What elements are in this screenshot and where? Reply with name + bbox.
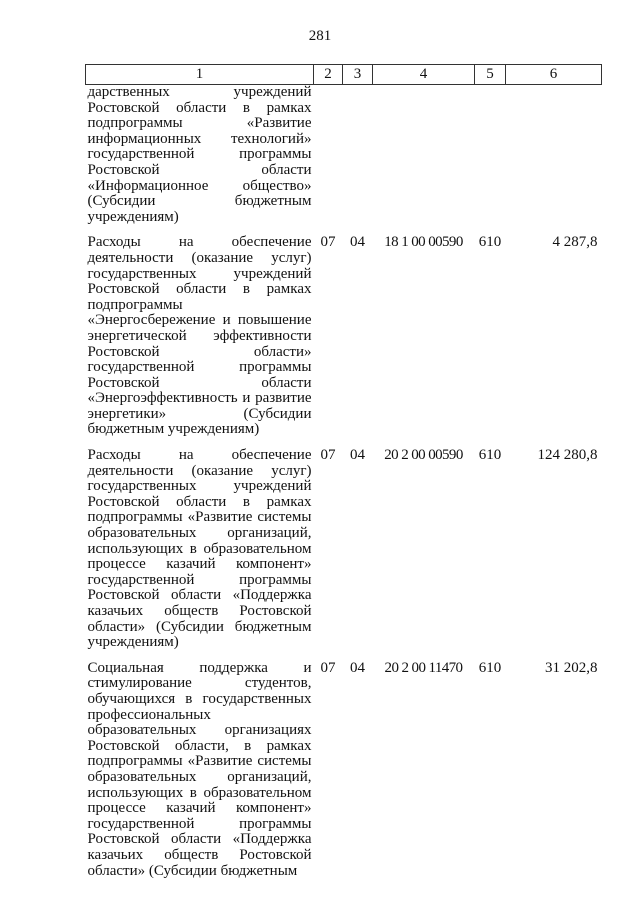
table-header [86, 65, 602, 85]
row-description: Расходы на обеспечение деятельности (оказание услуг) государственных учреждений Ростовской области в рамках подпрограммы «Развитие системы образовательных организаций, использующих в образовательном процессе казачий компонент» государственной программы Ростовской области «Поддержка казачьих обществ Ростовской области» (Субсидии бюджетным учреждениям) [87, 447, 312, 651]
header-col-2: 2 [314, 65, 343, 85]
row-subsection: 04 [350, 447, 365, 464]
budget-table [85, 64, 602, 879]
row-description: Социальная поддержка и стимулирование студентов, обучающихся в государственных профессиональных образовательных организациях Ростовской области, в рамках подпрограммы «Развитие системы образовательных организаций, использующих в образовательном процессе казачий компонент» государственной программы Ростовской области «Поддержка казачьих обществ Ростовской области» (Субсидии бюджетным [87, 659, 312, 879]
row-target-article: 20 2 00 11470 [384, 659, 463, 676]
row-section: 07 [320, 447, 336, 464]
row-description: дарственных учреждений Ростовской области в рамках подпрограммы «Развитие информационных технологий» государственной программы Ростовской области «Информационное общество» (Субсидии бюджетным учреждениям) [87, 84, 312, 225]
row-description: Расходы на обеспечение деятельности (оказание услуг) государственных учреждений Ростовской области в рамках подпрограммы «Энергосбережение и повышение энергетической эффективности Ростовской области» государственной программы Ростовской области «Энергоэффективность и развитие энергетики» (Субсидии бюджетным учреждениям) [87, 234, 312, 438]
header-col-1: 1 [86, 65, 314, 85]
row-expense-type: 610 [478, 659, 502, 676]
header-row [86, 65, 602, 85]
header-col-6: 6 [506, 65, 602, 85]
header-col-5: 5 [475, 65, 506, 85]
row-expense-type [475, 85, 506, 236]
row-section: 07 [320, 234, 336, 251]
row-target-article [373, 85, 475, 236]
row-section [314, 85, 343, 236]
header-col-3: 3 [343, 65, 373, 85]
row-target-article: 20 2 00 00590 [384, 447, 463, 464]
table-row [86, 661, 602, 879]
row-subsection [343, 85, 373, 236]
table-row [86, 235, 602, 448]
row-expense-type: 610 [478, 234, 502, 251]
row-amount: 4 287,8 [552, 234, 598, 251]
row-expense-type: 610 [478, 447, 502, 464]
row-amount: 124 280,8 [537, 447, 598, 464]
row-amount [506, 85, 602, 236]
page-number: 281 [308, 28, 332, 44]
header-col-4: 4 [373, 65, 475, 85]
row-subsection: 04 [350, 659, 365, 676]
row-section: 07 [320, 659, 336, 676]
row-subsection: 04 [350, 234, 365, 251]
row-amount: 31 202,8 [545, 659, 598, 676]
table-row [86, 448, 602, 661]
row-target-article: 18 1 00 00590 [384, 234, 463, 251]
table-row [86, 85, 602, 236]
table-body [86, 85, 602, 880]
